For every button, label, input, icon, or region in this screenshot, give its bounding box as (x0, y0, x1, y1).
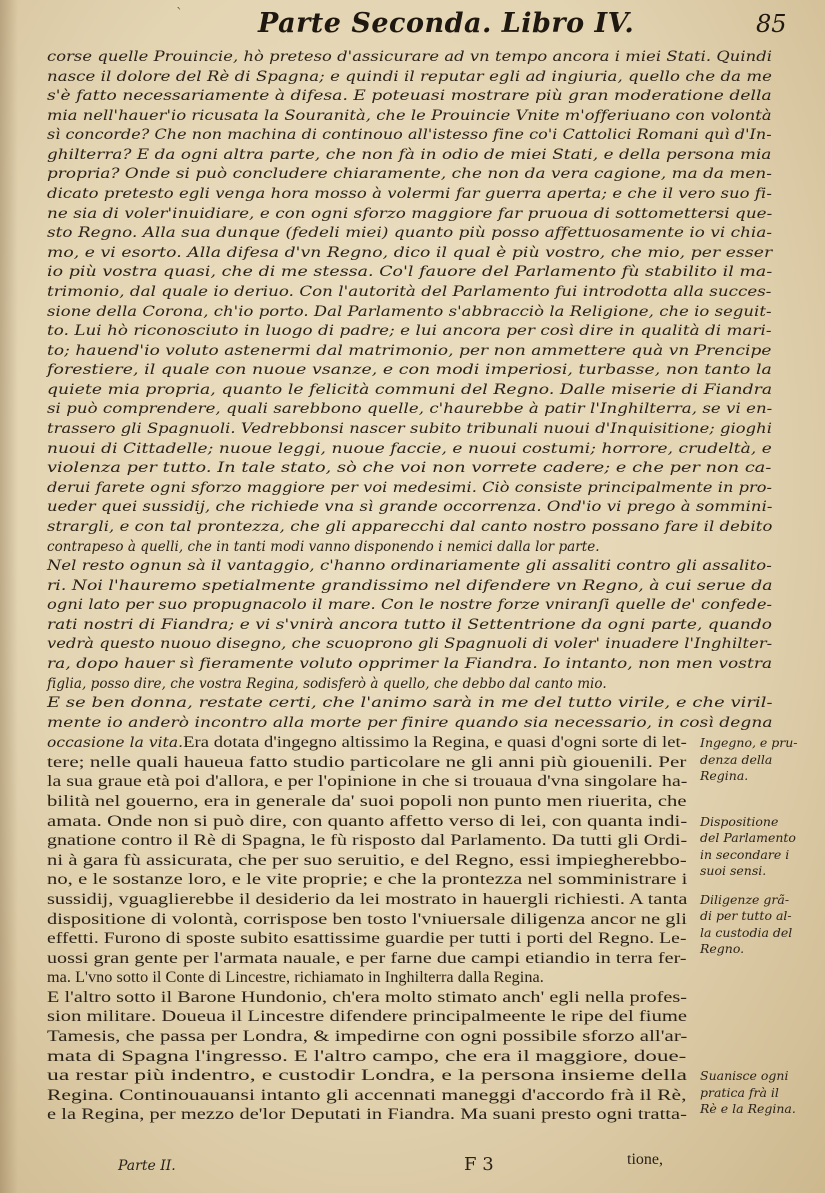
margin-note-line: pratica frà il (700, 1084, 779, 1100)
text-line: rati nostri di Fiandra; e vi s'vnirà ancora tutto il Settentrione da ogni parte, quando (47, 616, 773, 633)
text-line: quiete mia propria, quanto le felicità communi del Regno. Dalle miserie di Fiandra (47, 381, 773, 398)
margin-note-line: suoi sensi. (700, 863, 767, 879)
text-line: sto Regno. Alla sua dunque (fedeli miei) quanto più posso affettuosamente io vi chia- (47, 225, 773, 242)
text-line: nuoui di Cittadelle; nuoue leggi, nuoue faccie, e nuoui costumi; horrore, crudeltà, e (47, 440, 772, 457)
text-line-italic: occasione la vita. (47, 735, 184, 752)
text-line: tere; nelle quali haueua fatto studio particolare ne gli anni più giouenili. Per (47, 752, 687, 771)
page-gutter-shadow (0, 0, 18, 1193)
text-line: forestiere, il quale con nuoue vsanze, e con modi imperiosi, turbasse, non tanto la (47, 362, 772, 379)
text-line: amata. Onde non si può dire, con quanto affetto verso di lei, con quanta indi- (47, 811, 688, 830)
text-line: ua restar più indentro, e custodir Londra, e la persona insieme della (47, 1066, 688, 1085)
text-line: e la Regina, per mezzo de'lor Deputati in Fiandra. Ma suani presto ogni tratta- (47, 1105, 687, 1124)
text-line: corse quelle Prouincie, hò preteso d'assicurare ad vn tempo ancora i miei Stati. Quindi (47, 49, 772, 65)
text-line: propria? Onde si può concludere chiaramente, che non da vera cagione, ma da men- (47, 166, 772, 183)
text-line: sione della Corona, ch'io porto. Dal Parlamento s'abbracciò la Religione, che io seguit- (47, 303, 772, 320)
text-line-roman: Era dotata d'ingegno altissimo la Regina, e quasi d'ogni sorte di let- (183, 733, 687, 752)
text-line: no, e le sostanze loro, e le vite proprie; e che la prontezza nel somministrare i (47, 870, 688, 889)
margin-note-line: in secondare i (700, 846, 790, 862)
text-line: mo, e vi esorto. Alla difesa d'vn Regno, dico il qual è più vostro, che mio, per esser (47, 244, 773, 261)
text-line: trimonio, dal quale io deriuo. Con l'autorità del Parlamento fui introdotta alla succes- (47, 283, 772, 300)
text-line: derui farete ogni sforzo maggiore per voi medesimi. Ciò consiste principalmente in pro- (47, 479, 773, 496)
margin-note-line: la custodia del (700, 924, 793, 940)
text-line: ni à gara fù assicurata, che per suo seruitio, e del Regno, essi impiegherebbo- (47, 850, 687, 869)
text-line: sì concorde? Che non machina di continouo all'istesso fine co'i Cattolici Romani quì d'In- (47, 127, 772, 144)
text-line: strargli, e con tal prontezza, che gli apparecchi dal canto nostro possano fare il debito (47, 518, 773, 535)
text-line: nasce il dolore del Rè di Spagna; e quindi il reputar egli ad ingiuria, quello che da me (47, 68, 772, 85)
text-line: si può comprendere, quali sarebbono quelle, c'haurebbe à patir l'Inghilterra, se vi en- (47, 401, 773, 418)
signature-mark: F 3 (464, 1154, 494, 1175)
text-line: ri. Noi l'hauremo spetialmente grandissimo nel difendere vn Regno, à cui serue da (47, 577, 773, 594)
margin-note-line: Regina. (700, 768, 749, 784)
text-line: E l'altro sotto il Barone Hundonio, ch'era molto stimato anch' egli nella profes- (47, 987, 688, 1006)
margin-note-line: del Parlamento (700, 830, 796, 846)
margin-note-line: denza della (700, 751, 773, 767)
margin-note-line: Ingegno, e pru- (700, 735, 798, 751)
margin-note-line: Diligenze grã- (700, 891, 790, 907)
header-mark: ` (176, 6, 183, 22)
footer-part-label: Parte II. (118, 1158, 176, 1174)
text-line: sussidij, vguaglierebbe il desiderio da lei mostrato in hauergli richiesti. A tanta (47, 889, 688, 908)
page-footer (0, 1150, 825, 1190)
text-line: gnatione contro il Rè di Spagna, le fù risposto dal Parlamento. Da tutti gli Ordi- (47, 831, 688, 850)
text-line: dicato pretesto egli venga hora mosso à volermi far guerra aperta; e che il vero suo fi- (47, 186, 772, 203)
text-line: to. Lui hò riconosciuto in luogo di padre; e lui ancora per così dire in qualità di mari- (47, 323, 772, 340)
page-number: 85 (756, 10, 787, 38)
text-line: to; hauend'io voluto astenermi dal matrimonio, per non ammettere quà vn Prencipe (47, 342, 772, 359)
text-line: s'è fatto necessariamente à difesa. E poteuasi mostrare più gran moderatione della (47, 88, 772, 105)
text-line: Tamesis, che passa per Londra, & impedirne con ogni possibile sforzo all'ar- (47, 1027, 688, 1045)
text-line: contrapeso à quelli, che in tanti modi vanno disponendo i nemici dalla lor parte. (47, 538, 600, 555)
catchword: tione, (627, 1151, 663, 1168)
text-line: mata di Spagna l'ingresso. E l'altro campo, che era il maggiore, doue- (47, 1046, 687, 1065)
text-line: io più vostra quasi, che di me stessa. Co'l fauore del Parlamento fù stabilito il ma- (47, 264, 773, 281)
text-line: ueder quei sussidij, che richiede vna sì grande occorrenza. Ond'io vi prego à sommini- (47, 499, 773, 516)
text-line: bilità nel gouerno, era in generale da' suoi popoli non punto men riuerita, che (47, 792, 687, 811)
text-line: ghilterra? E da ogni altra parte, che non fà in odio de miei Stati, e della persona mia (47, 146, 772, 163)
text-line: dispositione di volontà, corrispose ben tosto l'vniuersale diligenza ancor ne gli (47, 909, 687, 928)
text-line: la sua graue età poi d'allora, e per l'opinione in che si trouaua d'vna singolare ha- (47, 772, 688, 791)
margin-note-line: Regno. (700, 941, 745, 957)
text-line: mia nell'hauer'io ricusata la Souranità, che le Prouincie Vnite m'offeriuano con volontà (47, 107, 772, 124)
text-line: ma. L'vno sotto il Conte di Lincestre, richiamato in Inghilterra dalla Regina. (47, 968, 544, 987)
text-line: ogni lato per suo propugnacolo il mare. Con le nostre forze vniranſi quelle de' confede- (47, 597, 773, 614)
margin-note-line: Rè e la Regina. (700, 1101, 796, 1117)
text-line: figlia, posso dire, che vostra Regina, sodisferò à quello, che debbo dal canto mio. (47, 675, 607, 692)
text-line: E se ben donna, restate certi, che l'animo sarà in me del tutto virile, e che viril- (47, 695, 773, 712)
text-line: ne sia di voler'inuidiare, e con ogni sforzo maggiore far pruoua di sottomettersi que- (47, 205, 773, 222)
text-line: violenza per tutto. In tale stato, sò che voi non vorrete cadere; e che per non ca- (47, 460, 772, 477)
text-line: ra, dopo hauer sì fieramente voluto opprimer la Fiandra. Io intanto, non men vostra (47, 655, 773, 672)
margin-note-line: Dispositione (700, 813, 779, 829)
text-line: sion militare. Doueua il Lincestre difendere principalmeente le ripe del fiume (47, 1007, 688, 1026)
text-line: vedrà questo nuouo disegno, che scuoprono gli Spagnuoli di voler' inuadere l'Inghilter- (47, 636, 773, 653)
text-line: effetti. Furono di sposte subito esattissime guardie per tutti i porti del Regno. Le- (47, 929, 687, 948)
text-line: trassero gli Spagnuoli. Vedrebbonsi nascer subito tribunali nuoui d'Inquisitione; gioghi (47, 421, 772, 438)
margin-note-line: Suanisce ogni (700, 1068, 789, 1084)
margin-note-line: di per tutto al- (700, 908, 792, 924)
text-line: mente io anderò incontro alla morte per finire quando sia necessario, in così degna (47, 714, 773, 731)
text-line: Regina. Continouauansi intanto gli accennati maneggi d'accordo frà il Rè, (47, 1085, 687, 1104)
running-header (0, 6, 825, 40)
text-line: Nel resto ognun sà il vantaggio, c'hanno ordinariamente gli assaliti contro gli assalito- (47, 558, 772, 575)
text-line: uossi gran gente per l'armata nauale, e per farne due campi etiandio in terra fer- (47, 948, 687, 967)
running-title: Parte Seconda. Libro IV. (258, 8, 635, 39)
